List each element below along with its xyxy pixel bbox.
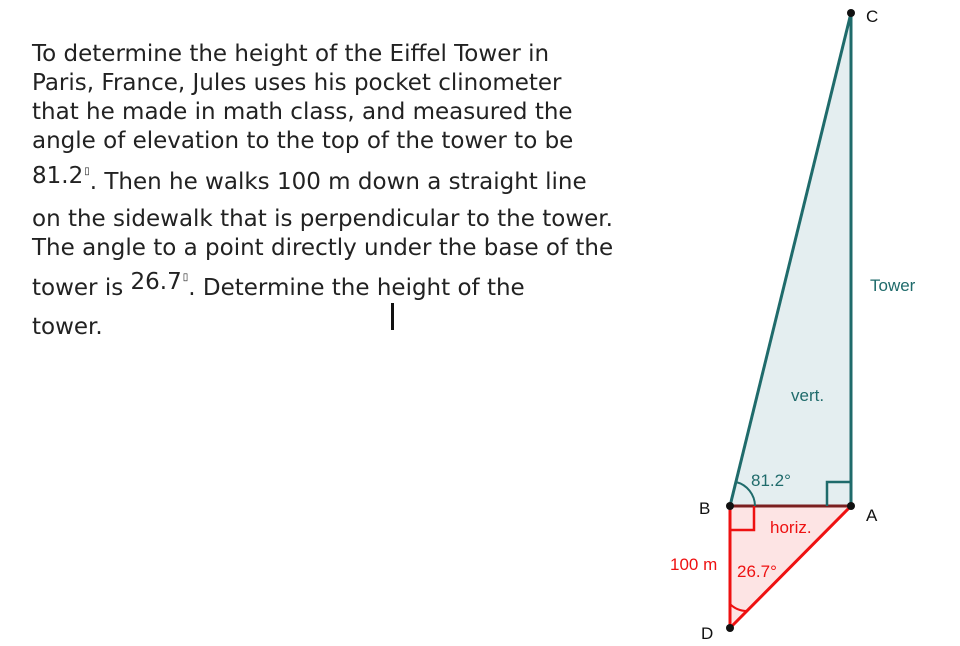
problem-line: tower. xyxy=(32,314,103,340)
point-a[interactable] xyxy=(847,502,855,510)
problem-line: The angle to a point directly under the base of the xyxy=(32,235,614,261)
point-c[interactable] xyxy=(847,9,855,17)
label-point-b: B xyxy=(699,499,711,518)
label-horiz: horiz. xyxy=(770,518,812,537)
label-vert: vert. xyxy=(791,386,825,405)
problem-line-text: tower is xyxy=(32,275,124,301)
label-point-a: A xyxy=(866,506,878,525)
problem-line: Paris, France, Jules uses his pocket clinometer xyxy=(32,70,562,96)
label-angle-b: 81.2° xyxy=(751,471,791,490)
degree-placeholder: ▯ xyxy=(182,272,189,283)
problem-line: that he made in math class, and measured the xyxy=(32,99,573,125)
problem-line: To determine the height of the Eiffel Tower in xyxy=(32,41,550,67)
degree-placeholder: ▯ xyxy=(84,166,90,177)
angle-elevation-value: 81.2 xyxy=(32,163,84,189)
problem-line-text: . Then he walks 100 m down a straight line xyxy=(89,169,587,195)
label-angle-d: 26.7° xyxy=(737,562,777,581)
angle-base-value: 26.7 xyxy=(130,269,182,295)
problem-line: angle of elevation to the top of the tower to be xyxy=(32,128,574,154)
problem-line: on the sidewalk that is perpendicular to the tower. xyxy=(32,206,613,232)
label-point-d: D xyxy=(701,624,714,643)
problem-line-text: . Determine the height of the xyxy=(188,275,525,301)
point-b[interactable] xyxy=(726,502,734,510)
label-tower: Tower xyxy=(870,276,916,295)
label-point-c: C xyxy=(866,7,879,26)
label-distance: 100 m xyxy=(670,555,718,574)
point-d[interactable] xyxy=(726,624,734,632)
